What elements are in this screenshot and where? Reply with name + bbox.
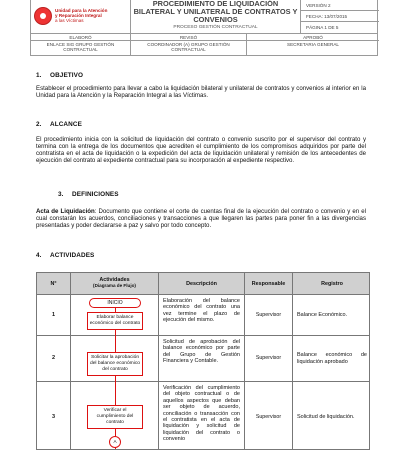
section-number: 3. — [58, 191, 64, 198]
row-responsible: Supervisor — [245, 382, 293, 450]
page-label: PÁGINA 1 DE 5 — [306, 25, 339, 30]
signature-reviso — [131, 34, 247, 55]
section-title: DEFINICIONES — [72, 191, 119, 198]
signature-name: SECRETARIA GENERAL — [287, 42, 339, 47]
row-responsible: Supervisor — [245, 295, 293, 335]
section-objetivo-text: Establecer el procedimiento para llevar a cabo la liquidación bilateral y unilateral de contratos y convenios al interior en la Unidad para la Atención y la Reparación Integral a las Víctimas. — [36, 85, 366, 99]
process-name: PROCESO GESTIÓN CONTRACTUAL — [173, 25, 258, 30]
section-title: ALCANCE — [50, 121, 82, 128]
activities-table — [36, 272, 370, 450]
row-record — [293, 295, 370, 335]
column-header-description: Descripción — [159, 273, 245, 295]
signature-name: COORDINADOR (A) GRUPO GESTIÓN CONTRACTUAL — [147, 42, 230, 53]
row-number: 1 — [37, 295, 71, 335]
section-title: ACTIVIDADES — [50, 252, 95, 259]
row-description: Verificación del cumplimiento del objeto contractual o de aquellos aspectos que deban ser objeto de acuerdo, conciliación o transacción con el contratista en el acta de liquidación y solicitud de liquidación del contrato o convenio — [159, 382, 245, 450]
row-responsible: Supervisor — [245, 336, 293, 381]
flow-step-1: Elaborar balance económico del contrato — [87, 312, 143, 330]
logo-line: a las Víctimas — [55, 18, 84, 23]
logo-line: y Reparación Integral — [55, 13, 102, 18]
document-header — [30, 0, 378, 56]
signature-role: APROBÓ — [247, 34, 379, 41]
header-top-row — [30, 0, 378, 34]
flow-step-3: Verificar el cumplimiento del contrato — [87, 405, 143, 429]
section-alcance-text: El procedimiento inicia con la solicitud de liquidación del contrato o convenio suscrito por el supervisor del contrato y termina con la entrega de los documentos que acrediten el cumplimiento de los compromisos adquiridos por parte del contratista en el acta de liquidación o la expedición del acta de liquidación unilateral y remisión de los antecedentes de ejecución del contrato al expediente contractual para su incorporación al expediente respectivo. — [36, 136, 366, 164]
flow-page-connector: A — [109, 436, 121, 448]
column-header-responsible: Responsable — [245, 273, 293, 295]
column-header-label: Actividades — [99, 277, 130, 283]
date-label: FECHA: 13/07/2015 — [301, 11, 379, 22]
section-definiciones-text — [36, 208, 366, 229]
section-objetivo-heading — [36, 72, 83, 79]
signature-role: REVISÓ — [131, 34, 246, 41]
row-record — [293, 336, 370, 381]
section-number: 4. — [36, 252, 42, 259]
flow-start-terminal: INICIO — [89, 298, 141, 308]
flow-step-2: Solicitar la aprobación del balance económico del contrato — [87, 352, 143, 376]
definition-term: Acta de Liquidación — [36, 208, 95, 215]
meta-cell — [301, 0, 379, 34]
signature-row — [30, 34, 378, 56]
section-actividades-heading — [36, 252, 94, 259]
logo — [31, 0, 131, 34]
signature-role: ELABORÓ — [31, 34, 130, 41]
column-header-activities — [71, 273, 159, 295]
column-header-record: Registro — [293, 273, 370, 295]
section-alcance-heading — [36, 121, 82, 128]
seal-icon — [34, 7, 52, 25]
document-title: PROCEDIMIENTO DE LIQUIDACIÓN BILATERAL Y UNILATERAL DE CONTRATOS Y CONVENIOS — [133, 0, 298, 24]
title-cell — [131, 0, 301, 34]
column-header-number: N° — [37, 273, 71, 295]
flowchart — [71, 295, 159, 450]
logo-line: Unidad para la Atención — [55, 8, 108, 13]
section-definiciones-heading — [58, 191, 119, 198]
row-description: Elaboración del balance económico del contrato una vez termine el plazo de ejecución del mismo. — [159, 295, 245, 335]
definition-body: : Documento que contiene el corte de cuentas final de la ejecución del contrato o convenio y en el cual constarán los acuerdos, conciliaciones y transacciones a que llegaren las partes para poner fin a las divergencias presentadas y poder declararse a paz y salvo por todo concepto. — [36, 208, 366, 229]
row-number: 2 — [37, 336, 71, 381]
record-text: Solicitud de liquidación. — [297, 413, 355, 420]
section-number: 2. — [36, 121, 42, 128]
section-number: 1. — [36, 72, 42, 79]
section-title: OBJETIVO — [50, 72, 84, 79]
row-record — [293, 382, 370, 450]
signature-elaboro — [31, 34, 131, 55]
record-text: Balance económico de liquidación aprobado — [297, 352, 367, 365]
signature-name: ENLACE SIG GRUPO GESTIÓN CONTRACTUAL — [46, 42, 115, 53]
row-number: 3 — [37, 382, 71, 450]
version-label: VERSIÓN 2 — [301, 0, 379, 11]
record-text: Balance Económico. — [297, 311, 348, 318]
signature-aprobo — [247, 34, 379, 55]
row-description: Solicitud de aprobación del balance económico por parte del Grupo de Gestión Financiera y Contable. — [159, 336, 245, 381]
column-header-sublabel: (Diagrama de Flujo) — [93, 283, 136, 288]
